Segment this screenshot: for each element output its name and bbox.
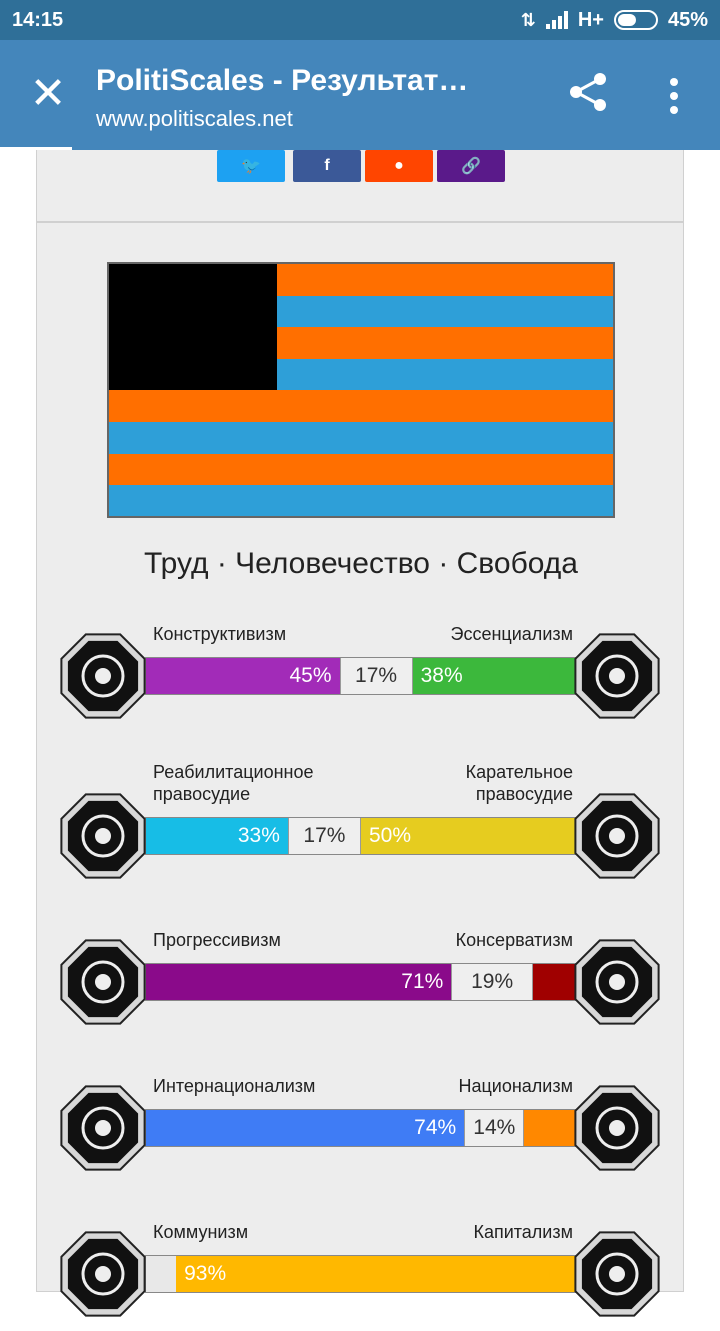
share-card: [36, 150, 684, 222]
axis-left-segment: 45%: [146, 658, 340, 694]
axis-neutral-segment: 14%: [464, 1110, 524, 1146]
flag-stripe: [109, 390, 613, 422]
page-title: PolitiScales - Результат…: [96, 64, 469, 97]
axis-left-segment: 71%: [146, 964, 451, 1000]
axis-bar: [145, 963, 577, 1001]
axis-right-segment: 38%: [413, 658, 576, 694]
axis-left-label: Реабилитационное правосудие: [153, 762, 314, 804]
share-icon[interactable]: [566, 70, 610, 114]
axis-right-label: Карательное правосудие: [465, 762, 573, 804]
facebook-share-button[interactable]: [293, 150, 361, 182]
flag-stripe: [109, 485, 613, 517]
axis-left-segment: [146, 1256, 176, 1292]
axis-bar: [145, 1255, 577, 1293]
facebook-icon: f: [324, 157, 330, 174]
page-content: [0, 150, 720, 1285]
axis-right-segment: [524, 1110, 576, 1146]
twitter-share-button[interactable]: [217, 150, 285, 182]
axis-right-segment: [533, 964, 576, 1000]
battery-level: 45%: [667, 8, 708, 31]
globe-icon: [57, 1082, 149, 1174]
axis-left-label: Конструктивизм: [153, 624, 287, 644]
reddit-icon: ●: [394, 157, 404, 174]
battery-icon: [614, 10, 658, 30]
app-bar: [0, 40, 720, 150]
axis-row: [37, 761, 685, 871]
axis-left-segment: 33%: [146, 818, 288, 854]
axis-row: [37, 929, 685, 1039]
axis-neutral-segment: 17%: [340, 658, 413, 694]
status-bar: [0, 0, 720, 40]
axis-left-segment: 74%: [146, 1110, 464, 1146]
results-card: [36, 222, 684, 1292]
motto: Труд · Человечество · Свобода: [143, 547, 578, 580]
money-bag-icon: [571, 1228, 663, 1320]
axis-right-segment: 50%: [361, 818, 576, 854]
axis-row: [37, 1075, 685, 1185]
flower-icon: [571, 630, 663, 722]
flag-icon: [571, 1082, 663, 1174]
flag-stripe: [109, 422, 613, 454]
link-icon: 🔗: [461, 158, 481, 175]
axis-right-label: Консерватизм: [455, 930, 573, 950]
axis-left-label: Прогрессивизм: [153, 930, 281, 950]
hammer-sickle-icon: [57, 1228, 149, 1320]
signal-icon: [546, 11, 568, 29]
axis-left-label: Коммунизм: [153, 1222, 249, 1242]
axis-bar: [145, 657, 577, 695]
eye-icon: [57, 630, 149, 722]
twitter-icon: 🐦: [241, 158, 261, 175]
axis-row: [37, 1221, 685, 1331]
more-vertical-icon[interactable]: [662, 76, 686, 116]
close-icon[interactable]: ✕: [29, 69, 67, 118]
axis-right-label: Эссенциализм: [450, 624, 573, 644]
quill-icon: [571, 936, 663, 1028]
data-transfer-icon: ⇅: [520, 9, 536, 30]
axis-right-label: Капитализм: [473, 1222, 573, 1242]
axis-left-label: Интернационализм: [153, 1076, 316, 1096]
axis-right-segment: 93%: [176, 1256, 576, 1292]
axis-neutral-segment: 17%: [288, 818, 361, 854]
network-type: H+: [577, 8, 604, 31]
flag-stripe: [109, 454, 613, 486]
status-time: 14:15: [12, 8, 64, 31]
rocket-icon: [57, 936, 149, 1028]
axis-bar: [145, 817, 577, 855]
handshake-icon: [57, 790, 149, 882]
axis-right-label: Национализм: [458, 1076, 573, 1096]
prison-bars-icon: [571, 790, 663, 882]
result-flag: [107, 262, 615, 518]
axis-row: [37, 623, 685, 733]
reddit-share-button[interactable]: [365, 150, 433, 182]
axis-neutral-segment: 19%: [451, 964, 533, 1000]
flag-canton: [109, 264, 277, 390]
page-url: www.politiscales.net: [96, 106, 293, 131]
axis-bar: [145, 1109, 577, 1147]
link-share-button[interactable]: [437, 150, 505, 182]
